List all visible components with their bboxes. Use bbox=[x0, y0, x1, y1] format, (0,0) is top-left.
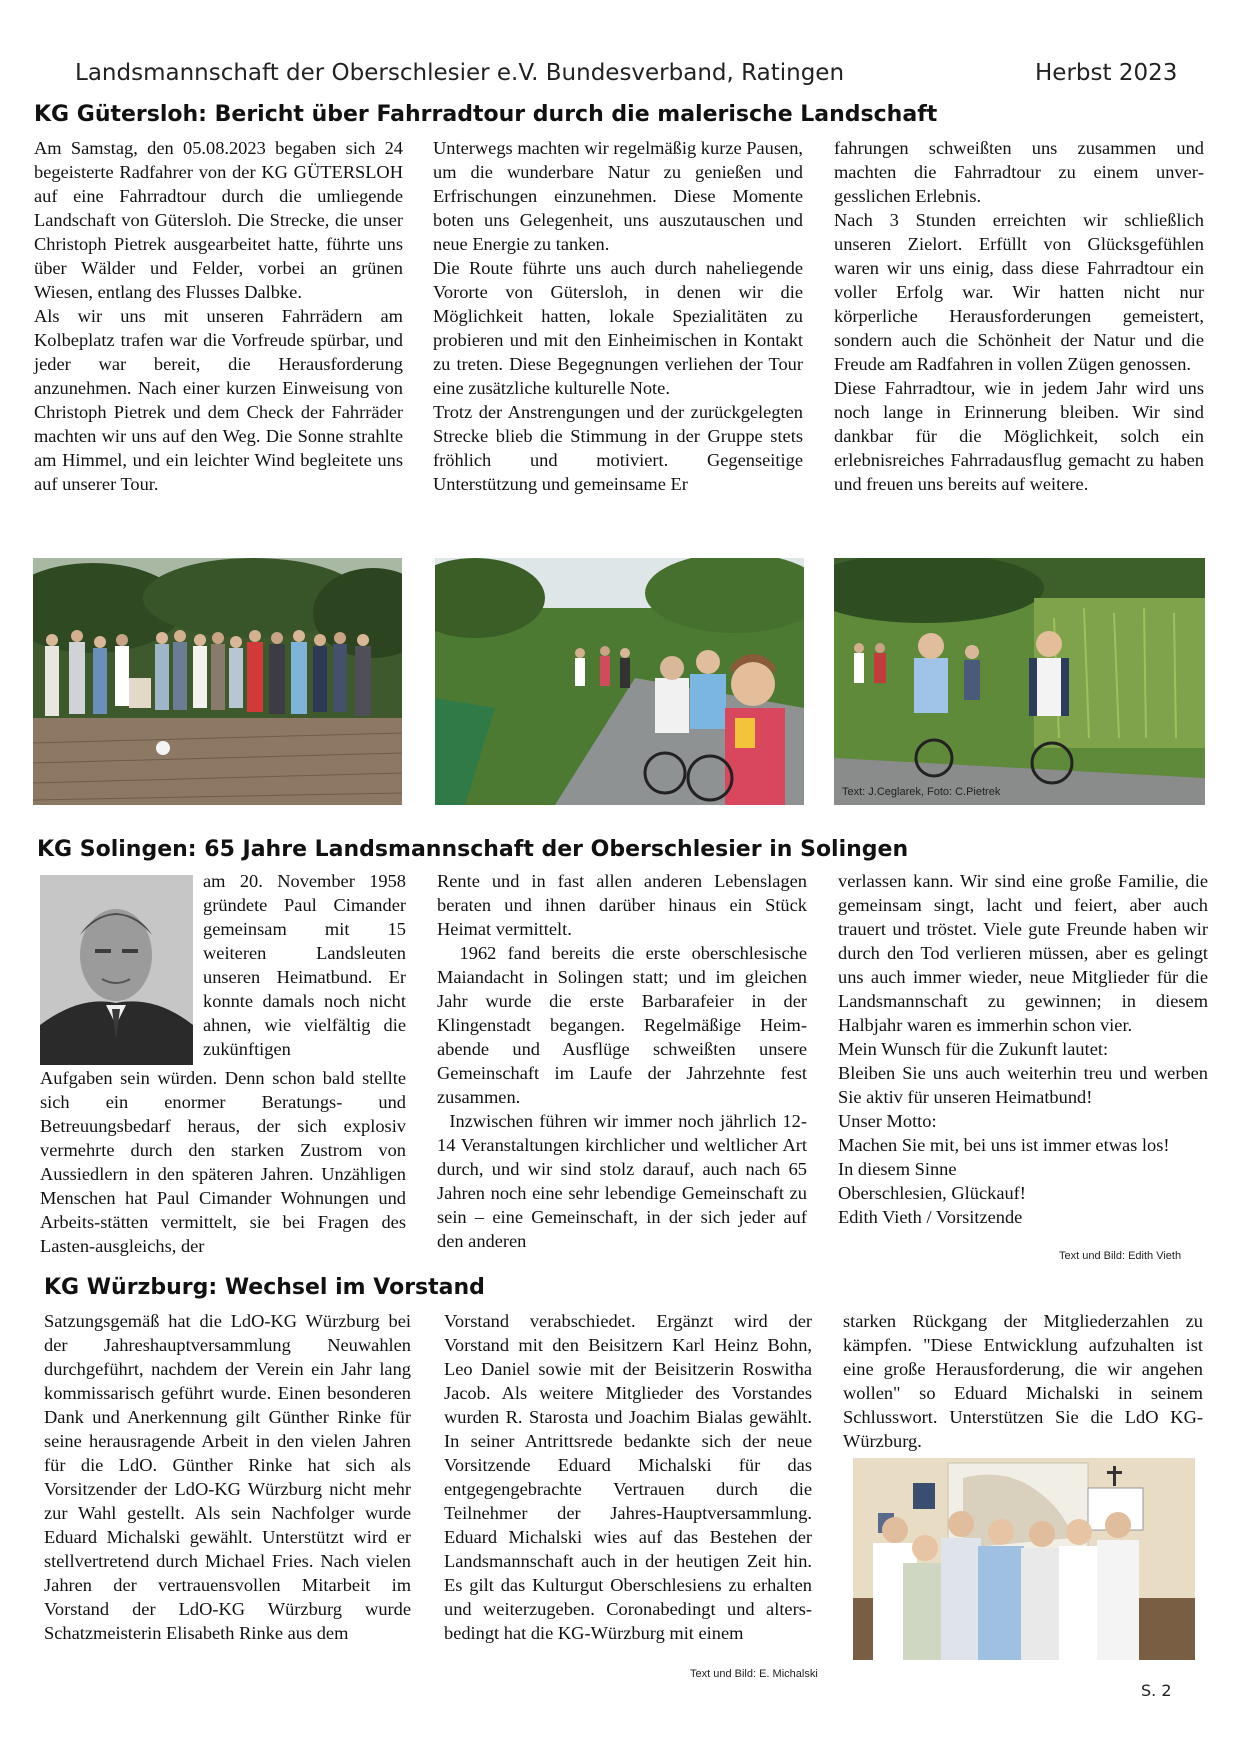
paragraph: Oberschlesien, Glückauf! bbox=[838, 1183, 1026, 1203]
article-wurzburg-title: KG Würzburg: Wechsel im Vorstand bbox=[44, 1275, 485, 1300]
photo-credit-wurzburg: Text und Bild: E. Michalski bbox=[690, 1668, 818, 1680]
paragraph: Am Samstag, den 05.08.2023 begaben sich 24 begeisterte Radfahrer von der KG GÜTERSLOH auf eine Fahrradtour durch die umliegende Landschaft von Gütersloh. Die Strecke, die unser Christoph Pietrek ausgearbeitet hatte, führte uns über Wälder und Felder, vorbei an grünen Wiesen, entlang des Flusses Dalbke. bbox=[34, 138, 403, 302]
paragraph: Unser Motto: bbox=[838, 1111, 937, 1131]
publisher-header: Landsmannschaft der Oberschlesier e.V. Bundesverband, Ratingen bbox=[75, 60, 845, 86]
issue-label: Herbst 2023 bbox=[1035, 60, 1178, 86]
paragraph: Bleiben Sie uns auch weiterhin treu und werben Sie aktiv für unseren Heimatbund! bbox=[838, 1063, 1208, 1107]
paragraph: Satzungsgemäß hat die LdO-KG Würzburg bei der Jahreshauptversammlung Neuwahlen durchgeführt, nachdem der Verein ein Jahr lang kommissarisch geführt wurde. Einen besonderen Dank und Anerkennung gilt Günther Rinke für seine herausragende Arbeit in den vielen Jahren für die LdO. Günther Rinke hat sich als Vorsitzender der LdO-KG Würzburg nicht mehr zur Wahl gestellt. Als sein Nachfolger wurde Eduard Michalski gewählt. Unterstützt wird er stellvertretend durch Michael Fries. Nach vielen Jahren der vertrauensvollen Mitarbeit im Vorstand der LdO-KG Würzburg wurde Schatzmeisterin Elisabeth Rinke aus dem bbox=[44, 1311, 411, 1643]
photo-credit-gutersloh: Text: J.Ceglarek, Foto: C.Pietrek bbox=[842, 786, 1001, 798]
paragraph: Machen Sie mit, bei uns ist immer etwas los! bbox=[838, 1135, 1170, 1155]
portrait-photo bbox=[40, 875, 193, 1065]
paragraph: Rente und in fast allen anderen Lebenslagen beraten und ihnen darüber hinaus ein Stück Heimat vermittelt. bbox=[437, 871, 807, 939]
article-gutersloh-col3 bbox=[834, 136, 1204, 496]
group-photo-deck bbox=[33, 558, 402, 805]
paragraph: Unterwegs machten wir regelmäßig kurze Pausen, um die wunderbare Natur zu genießen und Erfrischungen einzunehmen. Diese Momente boten uns Gelegenheit, uns auszutauschen und neue Energie zu tanken. bbox=[433, 138, 803, 254]
article-solingen-title: KG Solingen: 65 Jahre Landsmannschaft der Oberschlesier in Solingen bbox=[37, 837, 909, 862]
article-wurzburg-col1 bbox=[44, 1309, 411, 1645]
signature: Edith Vieth / Vorsitzende bbox=[838, 1207, 1023, 1227]
paragraph: Diese Fahrradtour, wie in jedem Jahr wird uns noch lange in Erinnerung bleiben. Wir sind dankbar für die Möglichkeit, solch ein erlebnisreiches Fahrradausflug gemacht zu haben und freuen uns bereits auf weitere. bbox=[834, 378, 1204, 494]
paragraph: Nach 3 Stunden erreichten wir schließlich unseren Zielort. Erfüllt von Glücksgefühlen waren wir uns einig, dass diese Fahrradtour ein voller Erfolg war. Wir hatten nicht nur körperliche Herausforderungen gemeistert, sondern auch die Schönheit der Natur und die Freude am Radfahren in vollen Zügen genossen. bbox=[834, 210, 1204, 374]
article-solingen-intro: am 20. November 1958 gründete Paul Cimander gemeinsam mit 15 weiteren Landsleuten unseren Heimatbund. Er konnte damals noch nicht ahnen, wie vielfältig die zukünftigen bbox=[203, 871, 406, 1059]
article-gutersloh-col1 bbox=[34, 136, 403, 496]
paragraph: In diesem Sinne bbox=[838, 1159, 957, 1179]
paragraph: starken Rückgang der Mitgliederzahlen zu kämpfen. "Diese Entwicklung aufzuhalten ist eine große Herausforderung, die wir angehen wollen" so Eduard Michalski in seinem Schlusswort. Unterstützen Sie die LdO KG-Würzburg. bbox=[843, 1311, 1203, 1451]
paragraph: fahrungen schweißten uns zusammen und machten die Fahrradtour zu einem unvergesslichen Erlebnis. bbox=[834, 138, 1204, 206]
article-wurzburg-col2 bbox=[444, 1309, 812, 1645]
cyclists-field-photo bbox=[834, 558, 1205, 805]
paragraph: 1962 fand bereits die erste oberschlesische Maiandacht in Solingen statt; und im gleichen Jahr wurde die erste Barbarafeier in der Klingenstadt begangen. Regelmäßige Heim-abende und Ausflüge schweißten unsere Gemeinschaft im Laufe der Jahrzehnte fest zusammen. bbox=[437, 943, 807, 1107]
cyclists-path-photo bbox=[435, 558, 804, 805]
page-number: S. 2 bbox=[1141, 1681, 1172, 1700]
article-solingen-col1: Aufgaben sein würden. Denn schon bald stellte sich ein enormer Beratungs- und Betreuungsbedarf heraus, der sich explosiv vermehrte durch den starken Zustrom von Aussiedlern in den späteren Jahren. Unzähligen Menschen hat Paul Cimander Wohnungen und Arbeits-stätten vermittelt, sie bei Fragen des Lasten-ausgleichs, der bbox=[40, 1068, 406, 1256]
paragraph: Vorstand verabschiedet. Ergänzt wird der Vorstand mit den Beisitzern Karl Heinz Bohn, Leo Daniel sowie mit der Beisitzerin Roswitha Jacob. Als weitere Mitglieder des Vorstandes wurden R. Starosta und Joachim Bialas gewählt. In seiner Antrittsrede bedankte sich der neue Vorsitzende Eduard Michalski für das entgegengebrachte Vertrauen durch die Teilnehmer der Jahres-Hauptversammlung. Eduard Michalski wies auf das Bestehen der Landsmannschaft auch in der heutigen Zeit hin. Es gilt das Kulturgut Oberschlesiens zu erhalten und weiterzugeben. Coronabedingt und altersbedingt hat die KG-Würzburg mit einem bbox=[444, 1311, 812, 1643]
paragraph: Inzwischen führen wir immer noch jährlich 12-14 Veranstaltungen kirchlicher und weltlicher Art durch, und wir sind stolz darauf, auch nach 65 Jahren noch eine sehr lebendige Gemeinschaft zu sein – eine Gemeinschaft, in der sich jeder auf den anderen bbox=[437, 1111, 807, 1251]
article-solingen-col2 bbox=[437, 869, 807, 1253]
paragraph: Mein Wunsch für die Zukunft lautet: bbox=[838, 1039, 1109, 1059]
article-gutersloh-col2 bbox=[433, 136, 803, 496]
paragraph: Die Route führte uns auch durch naheliegende Vororte von Gütersloh, in denen wir die Möglichkeit hatten, lokale Spezialitäten zu probieren und mit den Einheimischen in Kontakt zu treten. Diese Begegnungen verliehen der Tour eine zusätzliche kulturelle Note. bbox=[433, 258, 803, 398]
photo-credit-solingen: Text und Bild: Edith Vieth bbox=[1059, 1250, 1182, 1262]
board-group-photo bbox=[853, 1458, 1195, 1660]
paragraph: Trotz der Anstrengungen und der zurückgelegten Strecke blieb die Stimmung in der Gruppe stets fröhlich und motiviert. Gegenseitige Unterstützung und gemeinsame Er bbox=[433, 402, 803, 494]
article-solingen-col3 bbox=[838, 869, 1208, 1229]
article-gutersloh-title: KG Gütersloh: Bericht über Fahrradtour durch die malerische Landschaft bbox=[34, 102, 938, 127]
paragraph: verlassen kann. Wir sind eine große Familie, die gemeinsam singt, lacht und feiert, aber auch trauert und tröstet. Viele gute Freunde haben wir durch den Tod verlieren müssen, aber es gelingt uns auch immer wieder, neue Mitglieder für die Landsmannschaft zu gewinnen; in diesem Halbjahr waren es immerhin schon vier. bbox=[838, 871, 1208, 1035]
paragraph: Als wir uns mit unseren Fahrrädern am Kolbeplatz trafen war die Vorfreude spürbar, und jeder war bereit, die Herausforderung anzunehmen. Nach einer kurzen Einweisung von Christoph Pietrek und dem Check der Fahrräder machten wir uns auf den Weg. Die Sonne strahlte am Himmel, und ein leichter Wind begleitete uns auf unserer Tour. bbox=[34, 306, 403, 494]
article-wurzburg-col3 bbox=[843, 1309, 1203, 1453]
